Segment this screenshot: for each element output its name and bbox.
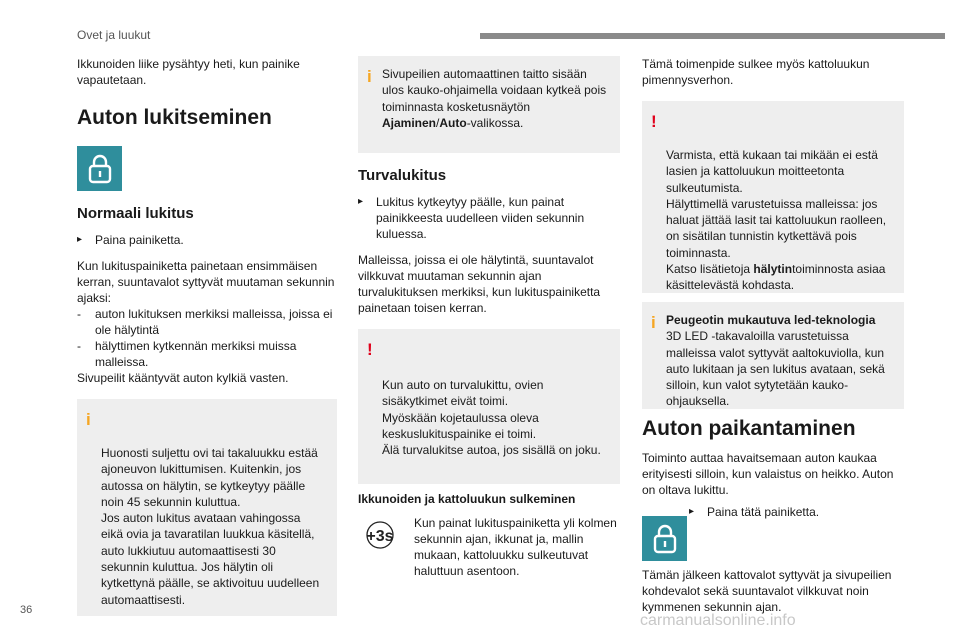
warning-icon: ! bbox=[651, 112, 657, 131]
paragraph-mirrors: Sivupeilit kääntyvät auton kylkiä vasten. bbox=[77, 371, 289, 385]
column-3 bbox=[642, 56, 904, 615]
dash-item-2: - hälyttimen kytkennän merkiksi muissa malleissa. bbox=[77, 339, 297, 369]
triangle-bullet-icon: ▸ bbox=[689, 506, 695, 517]
warning-box-closing: ! Varmista, että kukaan tai mikään ei estä lasien ja kattoluukun moitteetonta sulkeutumista. Hälyttimellä varustetuissa malleissa: jos haluat jättää lasit tai kattoluukun raolleen, on sisätilan tunnistin kytkettävä pois toiminnasta. Katso lisätietoja hälytintoiminnosta asiaa käsittelevästä kohdasta. bbox=[642, 101, 904, 293]
dash-item-1: - auton lukituksen merkiksi malleissa, joissa ei ole hälytintä bbox=[77, 307, 333, 337]
info-icon: i bbox=[651, 313, 656, 332]
header-bar bbox=[480, 33, 945, 39]
heading-locking: Auton lukitseminen bbox=[77, 106, 272, 129]
heading-deadlocking: Turvalukitus bbox=[358, 167, 447, 184]
intro-text: Ikkunoiden liike pysähtyy heti, kun painike vapautetaan. bbox=[77, 57, 300, 87]
watermark: carmanualsonline.info bbox=[640, 612, 796, 629]
section-title: Ovet ja luukut bbox=[77, 28, 151, 42]
windows-closing-row bbox=[358, 515, 620, 579]
page-number: 36 bbox=[20, 604, 33, 616]
info-box-led: i Peugeotin mukautuva led-teknologia 3D LED -takavaloilla varustetuissa malleissa valot syttyvät aaltokuviolla, kun auto lukitaan ja sen lukitus avataan, sekä silloin, kun valot sytytetään kauko-ohjauksella. bbox=[642, 302, 904, 409]
instruction-bullet: ▸ Lukitus kytkeytyy päälle, kun painat painikkeesta uudelleen viiden sekunnin kuluessa. bbox=[358, 195, 585, 241]
paragraph-lights-flash: Tämän jälkeen kattovalot syttyvät ja sivupeilien kohdevalot sekä suuntavalot vilkkuvat noin kymmenen sekunnin ajan. bbox=[642, 568, 892, 614]
heading-normal-locking: Normaali lukitus bbox=[77, 205, 194, 222]
padlock-icon bbox=[77, 146, 122, 191]
instruction-bullet: ▸ Paina painiketta. bbox=[77, 233, 184, 247]
column-2 bbox=[358, 56, 620, 579]
info-box-mirrors: i Sivupeilien automaattinen taitto sisään ulos kauko-ohjaimella voidaan kytkeä pois toiminnasta kosketusnäytön Ajaminen/Auto-valikossa. bbox=[358, 56, 620, 153]
svg-text:+3s: +3s bbox=[366, 528, 394, 545]
paragraph-locating: Toiminto auttaa havaitsemaan auton kaukaa erityisesti silloin, kun valaistus on heikko. Auton on oltava lukittu. bbox=[642, 451, 894, 497]
paragraph-first-press: Kun lukituspainiketta painetaan ensimmäisen kerran, suuntavalot syttyvät muutaman sekunnin ajaksi: bbox=[77, 259, 335, 305]
instruction-bullet: ▸ Paina tätä painiketta. bbox=[689, 505, 820, 519]
subheading-windows: Ikkunoiden ja kattoluukun sulkeminen bbox=[358, 492, 576, 506]
triangle-bullet-icon: ▸ bbox=[77, 234, 83, 245]
plus-3s-icon bbox=[358, 521, 402, 549]
info-icon: i bbox=[86, 410, 91, 429]
info-icon: i bbox=[367, 67, 372, 86]
heading-locating: Auton paikantaminen bbox=[642, 417, 856, 440]
info-box-door: i Huonosti suljettu ovi tai takaluukku estää ajoneuvon lukittumisen. Kuitenkin, jos autossa on hälytin, se kytkeytyy päälle noin 45 sekunnin kuluttua. Jos auton lukitus avataan vahingossa eikä ovia ja tavaratilan luukkua käsitellä, auto lukkiutuu automaattisesti 30 sekunnin kuluttua. Jos hälytin oli kytkettynä päälle, se aktivoituu uudelleen automaattisesti. bbox=[77, 399, 337, 616]
padlock-icon bbox=[642, 516, 687, 561]
warning-box-deadlock: ! Kun auto on turvalukittu, ovien sisäkytkimet eivät toimi. Myöskään kojetaulussa oleva keskuslukituspainike ei toimi. Älä turvalukitse autoa, jos sisällä on joku. bbox=[358, 329, 620, 484]
warning-icon: ! bbox=[367, 340, 373, 359]
paragraph-blind: Tämä toimenpide sulkee myös kattoluukun pimennysverhon. bbox=[642, 57, 870, 87]
paragraph-deadlock-signal: Malleissa, joissa ei ole hälytintä, suuntavalot vilkkuvat muutaman sekunnin ajan turvalukituksen merkiksi, kun lukituspainiketta painetaan toisen kerran. bbox=[358, 253, 601, 315]
column-1 bbox=[77, 56, 337, 616]
triangle-bullet-icon: ▸ bbox=[358, 196, 364, 207]
paragraph-windows: Kun painat lukituspainiketta yli kolmen sekunnin ajan, ikkunat ja, mallin mukaan, kattoluukku sulkeutuvat haluttuun asentoon. bbox=[414, 516, 617, 578]
